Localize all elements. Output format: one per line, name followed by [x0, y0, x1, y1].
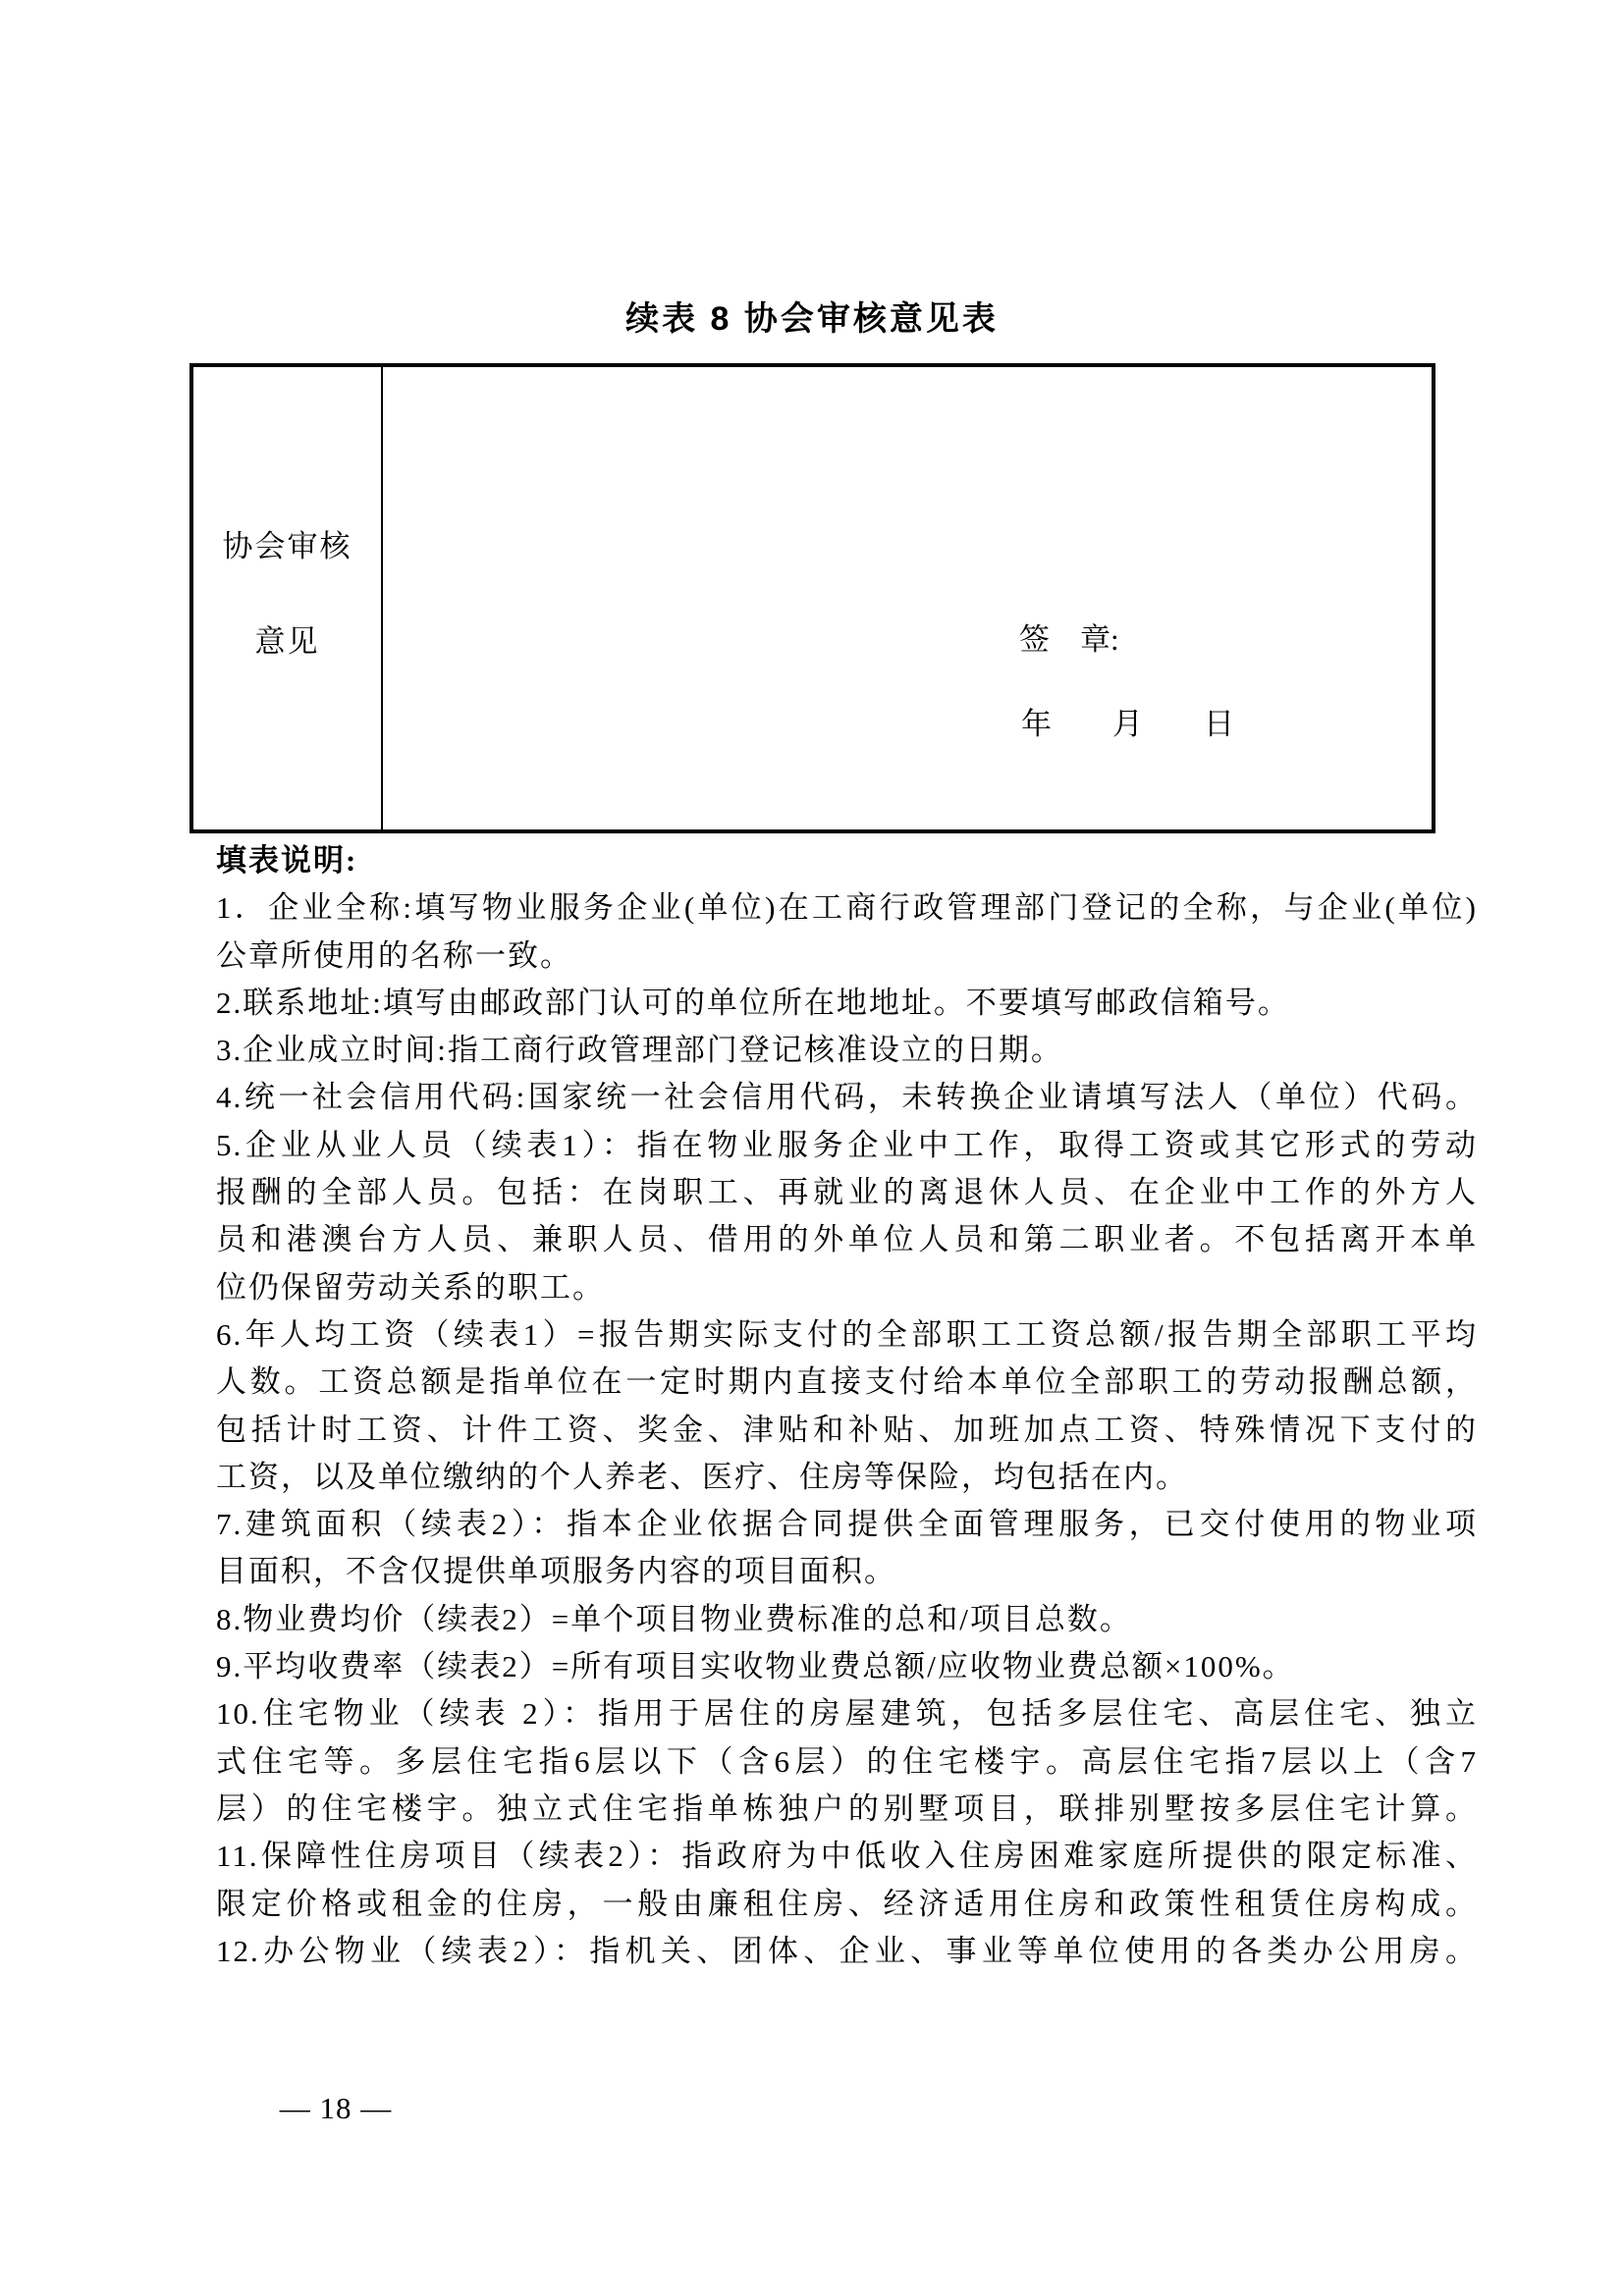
instruction-line: 层）的住宅楼宇。独立式住宅指单栋独户的别墅项目，联排别墅按多层住宅计算。 [216, 1790, 1478, 1826]
year-month-day-label: 年 月 日 [1021, 707, 1234, 741]
instruction-line: 1．企业全称:填写物业服务企业(单位)在工商行政管理部门登记的全称，与企业(单位) [216, 890, 1478, 926]
instruction-line: 公章所使用的名称一致。 [216, 937, 572, 973]
instruction-line: 包括计时工资、计件工资、奖金、津贴和补贴、加班加点工资、特殊情况下支付的 [216, 1412, 1478, 1447]
page-number: — 18 — [279, 2091, 393, 2125]
instruction-line: 限定价格或租金的住房，一般由廉租住房、经济适用住房和政策性租赁住房构成。 [216, 1886, 1478, 1921]
instruction-line: 10.住宅物业（续表 2）：指用于居住的房屋建筑，包括多层住宅、高层住宅、独立 [216, 1696, 1478, 1732]
page-title: 续表 8 协会审核意见表 [625, 300, 999, 338]
signature-seal-label: 签 章: [1019, 622, 1119, 657]
instruction-line: 工资，以及单位缴纳的个人养老、医疗、住房等保险，均包括在内。 [216, 1459, 1188, 1494]
instruction-line: 目面积，不含仅提供单项服务内容的项目面积。 [216, 1554, 896, 1589]
instruction-line: 式住宅等。多层住宅指6层以下（含6层）的住宅楼宇。高层住宅指7层以上（含7 [216, 1743, 1478, 1779]
instruction-line: 3.企业成立时间:指工商行政管理部门登记核准设立的日期。 [216, 1033, 1063, 1068]
instruction-line: 12.办公物业（续表2）：指机关、团体、企业、事业等单位使用的各类办公用房。 [216, 1933, 1478, 1968]
instruction-line: 8.物业费均价（续表2）=单个项目物业费标准的总和/项目总数。 [216, 1601, 1132, 1636]
review-label-line1: 协会审核 [222, 528, 352, 563]
instruction-line: 7.建筑面积（续表2）：指本企业依据合同提供全面管理服务，已交付使用的物业项 [216, 1507, 1478, 1542]
instruction-line: 2.联系地址:填写由邮政部门认可的单位所在地地址。不要填写邮政信箱号。 [216, 985, 1290, 1020]
instruction-line: 5.企业从业人员（续表1）：指在物业服务企业中工作，取得工资或其它形式的劳动 [216, 1127, 1478, 1162]
instruction-line: 6.年人均工资（续表1）=报告期实际支付的全部职工工资总额/报告期全部职工平均 [216, 1316, 1478, 1352]
instructions-section [216, 837, 1478, 1975]
review-label-line2: 意见 [254, 623, 320, 659]
review-opinion-blank-area [383, 367, 1432, 829]
instruction-line: 位仍保留劳动关系的职工。 [216, 1269, 605, 1305]
instruction-line: 9.平均收费率（续表2）=所有项目实收物业费总额/应收物业费总额×100%。 [216, 1649, 1295, 1684]
instruction-line: 11.保障性住房项目（续表2）：指政府为中低收入住房困难家庭所提供的限定标准、 [216, 1839, 1478, 1874]
instruction-line: 员和港澳台方人员、兼职人员、借用的外单位人员和第二职业者。不包括离开本单 [216, 1222, 1478, 1257]
review-opinion-table [189, 363, 1435, 833]
instructions-heading: 填表说明: [216, 843, 358, 878]
instruction-line: 报酬的全部人员。包括：在岗职工、再就业的离退休人员、在企业中工作的外方人 [216, 1175, 1478, 1210]
instruction-line: 人数。工资总额是指单位在一定时期内直接支付给本单位全部职工的劳动报酬总额， [216, 1364, 1478, 1400]
review-label-cell [193, 367, 383, 829]
instruction-line: 4.统一社会信用代码:国家统一社会信用代码，未转换企业请填写法人（单位）代码。 [216, 1080, 1478, 1115]
